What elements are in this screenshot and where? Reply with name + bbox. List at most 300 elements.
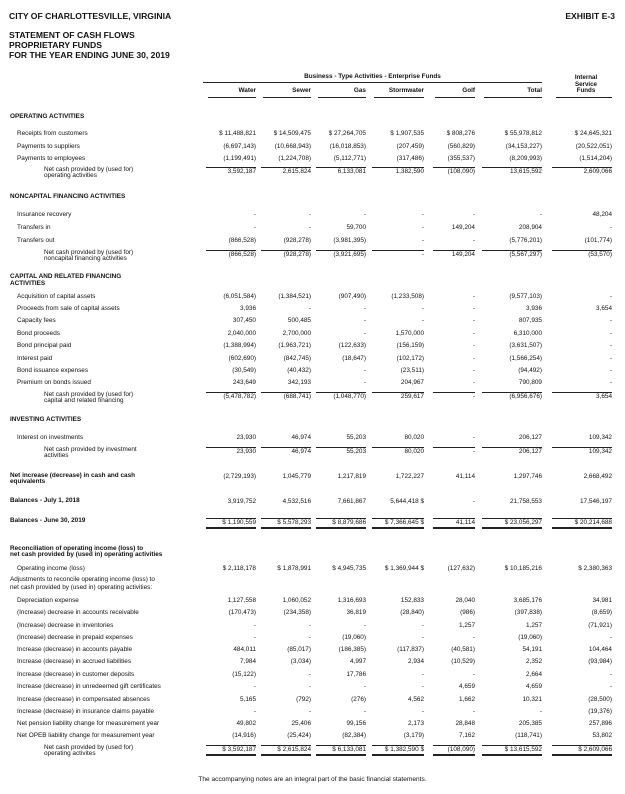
cell-value: (18,647)	[342, 355, 366, 362]
cell-value: 3,592,187	[206, 167, 256, 176]
table-row	[0, 155, 625, 163]
cell-value: -	[421, 671, 424, 678]
cell-value: (156,159)	[396, 342, 424, 349]
statement-subtitle: PROPRIETARY FUNDS	[9, 40, 102, 50]
cell-value: 1,257	[459, 622, 475, 629]
cell-value: (5,112,771)	[333, 155, 366, 162]
cell-value: (397,838)	[514, 609, 542, 616]
cell-value: -	[472, 293, 475, 300]
cell-value: 23,930	[236, 434, 256, 441]
cell-value: -	[472, 317, 475, 324]
cell-value: -	[421, 622, 424, 629]
cell-value: -	[308, 224, 311, 231]
cell-value: $ 55,978,812	[504, 130, 542, 137]
cell-value: (20,522,051)	[575, 143, 612, 150]
cell-value: 109,342	[588, 434, 612, 441]
cell-value: 2,934	[408, 658, 424, 665]
table-row	[0, 434, 625, 442]
cell-value: -	[363, 622, 366, 629]
cell-value: (1,963,721)	[278, 342, 311, 349]
cell-value: (8,209,993)	[509, 155, 542, 162]
cell-value: -	[372, 250, 424, 259]
group-header: Business - Type Activities - Enterprise Funds	[304, 73, 441, 80]
cell-value: -	[421, 305, 424, 312]
table-row	[0, 143, 625, 151]
cell-value: 4,532,516	[282, 498, 311, 505]
statement-period: FOR THE YEAR ENDING JUNE 30, 2019	[9, 50, 170, 60]
cell-value: -	[472, 330, 475, 337]
cell-value: 500,485	[287, 317, 311, 324]
row-label: Insurance recovery	[17, 211, 72, 218]
cell-value: 790,809	[518, 379, 542, 386]
row-label: ACTIVITIES	[10, 280, 46, 287]
table-row	[0, 597, 625, 605]
cell-value: -	[253, 622, 256, 629]
row-label: Net pension liability change for measurement year	[17, 720, 160, 727]
cell-value: (1,514,204)	[579, 155, 612, 162]
cell-value: (9,577,103)	[509, 293, 542, 300]
column-header-rule	[318, 97, 366, 98]
cell-value: (986)	[460, 609, 475, 616]
cell-value: (355,537)	[447, 155, 475, 162]
cell-value: 205,385	[518, 720, 542, 727]
row-label-line: Net cash provided by (used for)	[44, 249, 134, 256]
cell-value: 99,156	[346, 720, 366, 727]
row-label: OPERATING ACTIVITIES	[10, 113, 85, 120]
cell-value: 1,060,052	[282, 597, 311, 604]
cell-value: 206,127	[518, 434, 542, 441]
table-row	[0, 565, 625, 573]
row-label: Increase (decrease) in insurance claims payable	[17, 708, 155, 715]
cell-value: $ 7,366,645 $	[372, 518, 424, 529]
cell-value: -	[539, 211, 542, 218]
cell-value: (842,745)	[283, 355, 311, 362]
row-label: Bond proceeds	[17, 330, 60, 337]
cell-value: -	[609, 317, 612, 324]
cell-value: (28,840)	[400, 609, 424, 616]
cell-value: 3,936	[240, 305, 256, 312]
cell-value: 2,664	[526, 671, 542, 678]
column-header-rule	[208, 97, 256, 98]
cell-value: 1,570,000	[395, 330, 424, 337]
cell-value: (94,492)	[518, 367, 542, 374]
cell-value: 80,020	[372, 447, 424, 456]
row-label-line: Net cash provided by (used for)	[44, 391, 134, 398]
table-row	[0, 646, 625, 654]
row-label: Increase (decrease) in accrued liabilities	[17, 658, 132, 665]
cell-value: -	[308, 622, 311, 629]
table-row	[0, 545, 625, 559]
cell-value: (118,741)	[515, 732, 542, 739]
cell-value: -	[609, 342, 612, 349]
cell-value: 54,191	[522, 646, 542, 653]
cell-value: -	[472, 434, 475, 441]
table-row	[0, 193, 625, 201]
cell-value: (85,017)	[287, 646, 311, 653]
cell-value: (2,729,193)	[223, 473, 256, 480]
row-label: Receipts from customers	[17, 130, 88, 137]
table-row	[0, 342, 625, 350]
row-label-line: Reconciliation of operating income (loss) to	[10, 545, 144, 552]
cell-value: 28,848	[455, 720, 475, 727]
table-row	[0, 696, 625, 704]
row-label: INVESTING ACTIVITIES	[10, 416, 82, 423]
cell-value: (10,529)	[451, 658, 475, 665]
cell-value: $ 1,382,590 $	[372, 745, 424, 756]
cell-value: -	[472, 379, 475, 386]
cell-value: $ 13,615,592	[482, 745, 542, 756]
cell-value: (14,916)	[232, 732, 256, 739]
cell-value: (23,511)	[400, 367, 424, 374]
cell-value: 7,162	[459, 732, 475, 739]
cell-value: 46,974	[291, 434, 311, 441]
cell-value: -	[609, 683, 612, 690]
table-row	[0, 720, 625, 728]
cell-value: 5,165	[240, 696, 256, 703]
cell-value: $ 2,615,824	[261, 745, 311, 756]
table-row	[0, 130, 625, 138]
cell-value: $ 27,264,705	[328, 130, 366, 137]
table-row	[0, 280, 625, 288]
cell-value: 149,204	[433, 250, 475, 259]
cell-value: (3,921,695)	[316, 250, 366, 259]
row-label: Interest paid	[17, 355, 53, 362]
row-label: Transfers out	[17, 237, 55, 244]
table-row	[0, 518, 625, 526]
cell-value: (6,051,584)	[223, 293, 256, 300]
row-label: Payments to suppliers	[17, 143, 80, 150]
cell-value: -	[421, 211, 424, 218]
row-label-line: Net cash provided by investment	[44, 446, 137, 453]
cell-value: 10,321	[522, 696, 542, 703]
row-label-line: net cash provided by (used in) operating activities	[10, 551, 163, 559]
row-label: Increase (decrease) in customer deposits	[17, 671, 135, 678]
row-label-line: operating activites	[44, 750, 96, 758]
cell-value: 2,609,066	[552, 167, 612, 176]
cell-value: 55,203	[346, 434, 366, 441]
cell-value: -	[433, 447, 475, 456]
cell-value: $ 808,276	[446, 130, 475, 137]
cell-value: 3,936	[526, 305, 542, 312]
cell-value: 2,173	[408, 720, 424, 727]
table-row	[0, 416, 625, 424]
row-label: Payments to employees	[17, 155, 86, 162]
row-label-line: Net cash provided by (used for)	[44, 166, 134, 173]
row-label: Increase (decrease) in unredeemed gift certificates	[17, 683, 161, 690]
cell-value: (40,581)	[451, 646, 475, 653]
cell-value: 13,615,592	[482, 167, 542, 176]
row-label-line: Net increase (decrease) in cash and cash	[10, 472, 136, 479]
table-row	[0, 305, 625, 313]
row-label	[44, 250, 133, 263]
cell-value: (928,278)	[261, 250, 311, 259]
row-label: (Increase) decrease in accounts receivable	[17, 609, 139, 616]
row-label: Bond principal paid	[17, 342, 72, 349]
row-label: (Increase) decrease in prepaid expenses	[17, 634, 133, 641]
cell-value: $ 1,190,559	[206, 518, 256, 529]
cell-value: 3,654	[596, 305, 612, 312]
table-row	[0, 355, 625, 363]
row-label: net cash provided by (used in) operating activities:	[10, 584, 153, 591]
cell-value: $ 14,509,475	[273, 130, 311, 137]
cell-value: 307,450	[232, 317, 256, 324]
cell-value: (15,122)	[232, 671, 256, 678]
table-row	[0, 237, 625, 245]
city-name: CITY OF CHARLOTTESVILLE, VIRGINIA	[9, 11, 172, 21]
cell-value: -	[472, 634, 475, 641]
cell-value: 1,257	[526, 622, 542, 629]
cell-value: $ 4,945,735	[332, 565, 366, 572]
footnote: The accompanying notes are an integral part of the basic financial statements.	[198, 776, 427, 783]
cell-value: (5,776,201)	[509, 237, 542, 244]
cell-value: -	[308, 211, 311, 218]
cell-value: 257,896	[588, 720, 612, 727]
cell-value: (108,090)	[433, 167, 475, 176]
cell-value: (602,690)	[228, 355, 256, 362]
cell-value: -	[421, 634, 424, 641]
internal-header-line: Internal	[574, 74, 598, 81]
cell-value: -	[609, 379, 612, 386]
cell-value: (6,956,676)	[482, 392, 542, 401]
cell-value: 807,935	[518, 317, 542, 324]
cell-value: -	[363, 708, 366, 715]
row-label-line: capital and related financing	[44, 397, 124, 405]
cell-value: (25,424)	[287, 732, 311, 739]
cell-value: (5,478,782)	[206, 392, 256, 401]
cell-value: (3,179)	[403, 732, 424, 739]
cell-value: $ 24,645,321	[574, 130, 612, 137]
internal-service-header	[560, 75, 612, 95]
cell-value: 17,546,197	[580, 498, 612, 505]
cell-value: -	[472, 342, 475, 349]
internal-header-line: Funds	[576, 87, 596, 95]
table-row	[0, 622, 625, 630]
cell-value: $ 6,133,081	[316, 745, 366, 756]
cell-value: 53,802	[592, 732, 612, 739]
cell-value: 1,127,558	[227, 597, 256, 604]
table-row	[0, 446, 625, 460]
cell-value: -	[253, 683, 256, 690]
table-row	[0, 634, 625, 642]
cell-value: (6,697,143)	[223, 143, 256, 150]
cell-value: -	[609, 293, 612, 300]
cell-value: 1,045,779	[282, 473, 311, 480]
cell-value: (93,984)	[588, 658, 612, 665]
row-label: NONCAPITAL FINANCING ACTIVITIES	[10, 193, 126, 200]
cell-value: 2,352	[526, 658, 542, 665]
cell-value: -	[363, 305, 366, 312]
row-label	[44, 447, 137, 460]
row-label: Interest on investments	[17, 434, 84, 441]
cell-value: -	[472, 211, 475, 218]
cell-value: 2,700,000	[282, 330, 311, 337]
cell-value: -	[253, 211, 256, 218]
row-label: Transfers in	[17, 224, 51, 231]
column-header-rule	[556, 97, 612, 98]
cell-value: 1,217,819	[337, 473, 366, 480]
cell-value: -	[363, 330, 366, 337]
cell-value: 3,685,176	[513, 597, 542, 604]
cell-value: 104,464	[588, 646, 612, 653]
cell-value: (1,199,491)	[223, 155, 256, 162]
cell-value: 1,316,693	[337, 597, 366, 604]
cell-value: $ 5,578,293	[261, 518, 311, 529]
row-label: Bond issuance expenses	[17, 367, 89, 374]
cell-value: (3,034)	[290, 658, 311, 665]
cell-value: 7,661,867	[337, 498, 366, 505]
cell-value: (8,659)	[591, 609, 612, 616]
cell-value: 80,020	[404, 434, 424, 441]
cell-value: (5,567,297)	[482, 250, 542, 259]
cell-value: 342,193	[287, 379, 311, 386]
column-header-rule	[484, 97, 542, 98]
table-row	[0, 211, 625, 219]
cell-value: 149,204	[451, 224, 475, 231]
cell-value: 55,203	[316, 447, 366, 456]
cell-value: 48,204	[592, 211, 612, 218]
cell-value: (170,473)	[228, 609, 256, 616]
cell-value: 41,114	[455, 473, 475, 480]
cell-value: $ 2,380,363	[578, 565, 612, 572]
cell-value: -	[363, 379, 366, 386]
cell-value: $ 2,609,066	[552, 745, 612, 756]
internal-header-line: Service	[574, 80, 598, 88]
row-label: Increase (decrease) in accounts payable	[17, 646, 133, 653]
cell-value: 2,668,492	[583, 473, 612, 480]
column-header-rule	[435, 97, 475, 98]
cell-value: -	[421, 708, 424, 715]
row-label: Net OPEB liability change for measurement year	[17, 732, 155, 739]
cell-value: -	[363, 317, 366, 324]
cell-value: 4,997	[350, 658, 366, 665]
cell-value: 1,297,746	[513, 473, 542, 480]
table-row	[0, 367, 625, 375]
cell-value: -	[433, 392, 475, 401]
row-label: Premium on bonds issued	[17, 379, 91, 386]
cell-value: 1,722,227	[395, 473, 424, 480]
cell-value: (30,549)	[232, 367, 256, 374]
table-row	[0, 293, 625, 301]
cell-value: (101,774)	[584, 237, 612, 244]
table-row	[0, 330, 625, 338]
cell-value: (102,172)	[396, 355, 424, 362]
cell-value: (19,060)	[342, 634, 366, 641]
cell-value: -	[308, 708, 311, 715]
cell-value: $ 1,878,991	[277, 565, 311, 572]
cell-value: (1,233,508)	[391, 293, 424, 300]
cell-value: 28,040	[455, 597, 475, 604]
table-row	[0, 224, 625, 232]
cell-value: $ 10,185,216	[504, 565, 542, 572]
cell-value: 3,919,752	[227, 498, 256, 505]
table-row	[0, 166, 625, 180]
column-header: Sewer	[292, 87, 311, 94]
table-row	[0, 498, 625, 506]
cell-value: 41,114	[433, 518, 475, 529]
cell-value: -	[609, 367, 612, 374]
row-label: Adjustments to reconcile operating income (loss) to	[10, 576, 155, 583]
cell-value: (234,358)	[283, 609, 311, 616]
cell-value: 484,011	[233, 646, 256, 653]
cell-value: -	[363, 211, 366, 218]
cell-value: (688,741)	[261, 392, 311, 401]
cell-value: 2,615,824	[261, 167, 311, 176]
cell-value: (866,528)	[228, 237, 256, 244]
cell-value: 6,310,000	[513, 330, 542, 337]
cell-value: (127,632)	[447, 565, 475, 572]
cell-value: (40,432)	[287, 367, 311, 374]
cell-value: 5,644,418 $	[390, 498, 424, 505]
cell-value: 2,040,000	[227, 330, 256, 337]
cell-value: 17,786	[346, 671, 366, 678]
row-label: Depreciation expense	[17, 597, 79, 604]
cell-value: 6,133,081	[316, 167, 366, 176]
cell-value: (53,570)	[552, 250, 612, 259]
cell-value: -	[539, 708, 542, 715]
cell-value: -	[609, 330, 612, 337]
column-header-rule	[374, 97, 424, 98]
cell-value: (866,528)	[206, 250, 256, 259]
cell-value: -	[421, 224, 424, 231]
row-label	[44, 392, 133, 405]
cell-value: -	[308, 671, 311, 678]
cell-value: 208,904	[518, 224, 542, 231]
cell-value: (207,459)	[396, 143, 424, 150]
cell-value: 1,382,590	[372, 167, 424, 176]
cell-value: 21,758,553	[510, 498, 542, 505]
row-label-line: Net cash provided by (used for)	[44, 744, 134, 751]
table-row	[0, 708, 625, 716]
cell-value: $ 1,907,535	[390, 130, 424, 137]
row-label: Increase (decrease) in compensated absences	[17, 696, 150, 703]
cell-value: 204,967	[400, 379, 424, 386]
cell-value: -	[472, 237, 475, 244]
cell-value: (10,668,943)	[274, 143, 311, 150]
cell-value: (928,278)	[283, 237, 311, 244]
cell-value: -	[363, 683, 366, 690]
cell-value: (276)	[351, 696, 366, 703]
cell-value: -	[308, 305, 311, 312]
cell-value: -	[609, 634, 612, 641]
table-row	[0, 744, 625, 758]
cell-value: (19,376)	[588, 708, 612, 715]
cell-value: -	[253, 708, 256, 715]
cell-value: 4,659	[526, 683, 542, 690]
column-header: Stormwater	[388, 87, 424, 94]
cell-value: -	[363, 367, 366, 374]
row-label-line: equivalents	[10, 478, 46, 486]
cell-value: (19,060)	[518, 634, 542, 641]
column-header: Total	[527, 87, 542, 94]
cell-value: (71,921)	[588, 622, 612, 629]
row-label: Balances - June 30, 2019	[10, 517, 86, 524]
table-row	[0, 609, 625, 617]
cell-value: 206,127	[482, 447, 542, 456]
cell-value: 7,984	[240, 658, 256, 665]
cell-value: 59,700	[346, 224, 366, 231]
cell-value: -	[421, 237, 424, 244]
cell-value: -	[472, 671, 475, 678]
cell-value: (3,631,507)	[509, 342, 542, 349]
row-label: Capacity fees	[17, 317, 56, 324]
table-row	[0, 379, 625, 387]
cell-value: -	[421, 317, 424, 324]
row-label	[44, 745, 133, 758]
cell-value: 23,930	[206, 447, 256, 456]
cell-value: (117,837)	[397, 646, 424, 653]
cell-value: 152,833	[400, 597, 424, 604]
cell-value: -	[308, 634, 311, 641]
